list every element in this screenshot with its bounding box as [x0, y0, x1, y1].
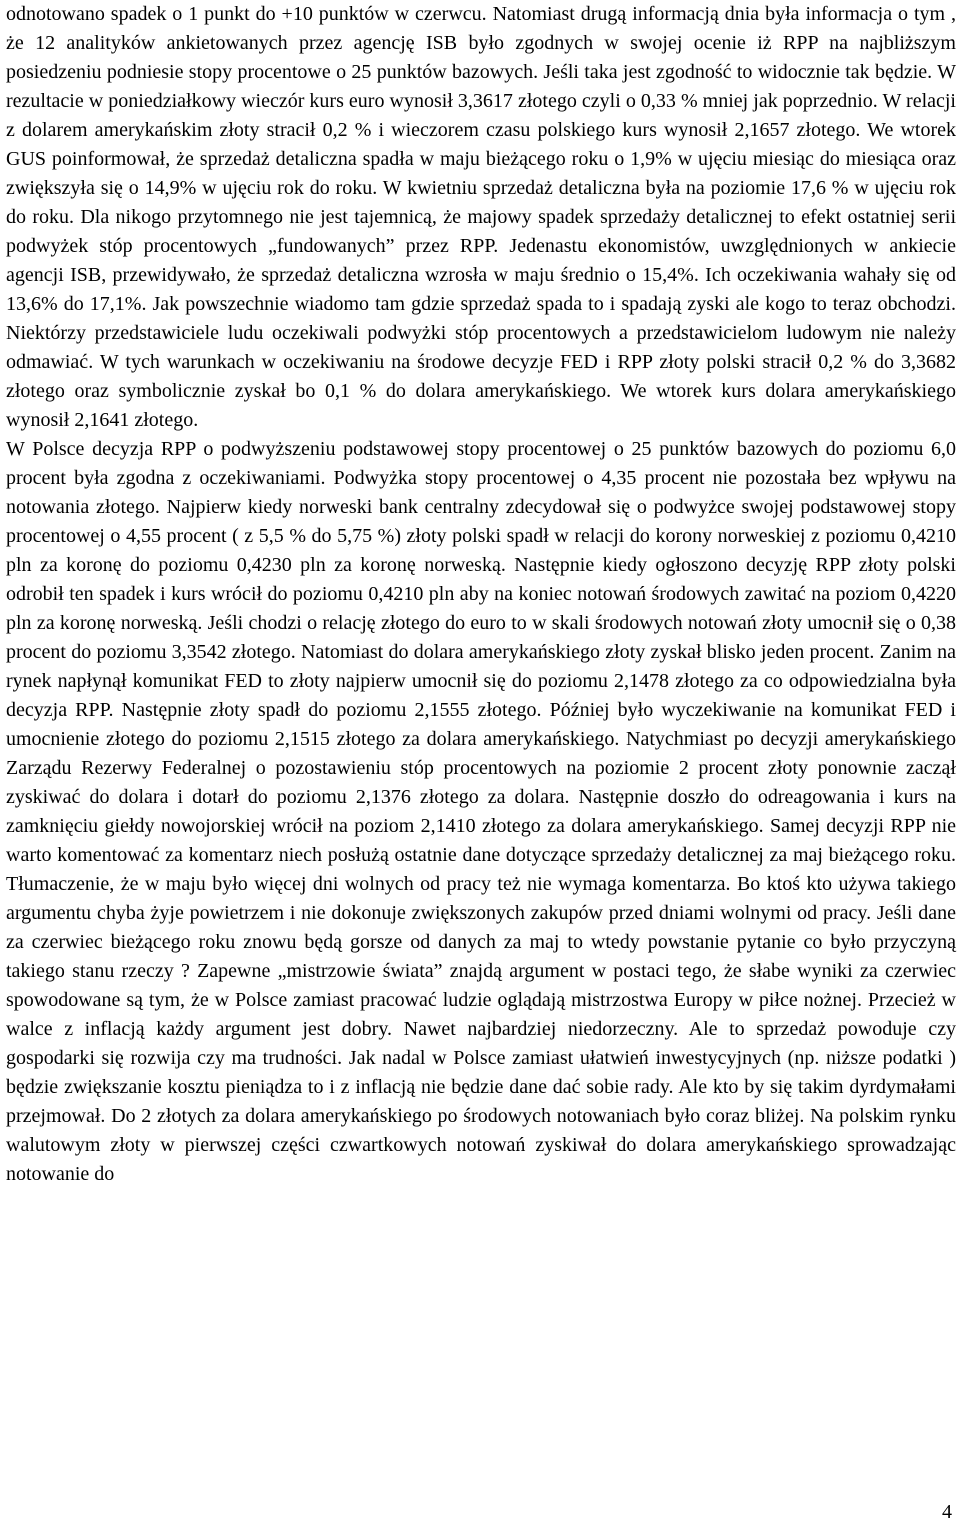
- paragraph-rpp-decision-currency: W Polsce decyzja RPP o podwyższeniu podstawowej stopy procentowej o 25 punktów bazowych do poziomu 6,0 procent była zgodna z oczekiwaniami. Podwyżka stopy procentowej o 4,35 procent nie pozostała bez wpływu na notowania złotego. Najpierw kiedy norweski bank centralny zdecydował się o podwyżce swojej podstawowej stopy procentowej o 4,55 procent ( z 5,5 % do 5,75 %) złoty polski spadł w relacji do korony norweskiej z poziomu 0,4210 pln za koronę do poziomu 0,4230 pln za koronę norweską. Następnie kiedy ogłoszono decyzję RPP złoty polski odrobił ten spadek i kurs wrócił do poziomu 0,4210 pln aby na koniec notowań środowych zawitać na poziom 0,4220 pln za koronę norweską. Jeśli chodzi o relację złotego do euro to w skali środowych notowań złoty umocnił się o 0,38 procent do poziomu 3,3542 złotego. Natomiast do dolara amerykańskiego złoty zyskał blisko jeden procent. Zanim na rynek napłynął komunikat FED to złoty najpierw umocnił się do poziomu 2,1478 złotego za co odpowiedzialna była decyzja RPP. Następnie złoty spadł do poziomu 2,1555 złotego. Później było wyczekiwanie na komunikat FED i umocnienie złotego do poziomu 2,1515 złotego za dolara amerykańskiego. Natychmiast po decyzji amerykańskiego Zarządu Rezerwy Federalnej o pozostawieniu stóp procentowych na poziomie 2 procent złoty ponownie zaczął zyskiwać do dolara i dotarł do poziomu 2,1376 złotego za dolara. Następnie doszło do odreagowania i kurs na zamknięciu giełdy nowojorskiej wrócił na poziom 2,1410 złotego za dolara amerykańskiego. Samej decyzji RPP nie warto komentować za komentarz niech posłużą ostatnie dane dotyczące sprzedaży detalicznej za maj bieżącego roku. Tłumaczenie, że w maju było więcej dni wolnych od pracy też nie wymaga komentarza. Bo ktoś kto używa takiego argumentu chyba żyje powietrzem i nie dokonuje zwiększonych zakupów przed dniami wolnymi od pracy. Jeśli dane za czerwiec bieżącego roku znowu będą gorsze od danych za maj to wtedy powstanie pytanie co było przyczyną takiego stanu rzeczy ? Zapewne „mistrzowie świata” znajdą argument w postaci tego, że słabe wyniki za czerwiec spowodowane są tym, że w Polsce zamiast pracować ludzie oglądają mistrzostwa Europy w piłce nożnej. Przecież w walce z inflacją każdy argument jest dobry. Nawet najbardziej niedorzeczny. Ale to sprzedaż powoduje czy gospodarki się rozwija czy ma trudności. Jak nadal w Polsce zamiast ułatwień inwestycyjnych (np. niższe podatki ) będzie zwiększanie kosztu pieniądza to i z inflacją nie będzie dane dać sobie rady. Ale kto by się takim dyrdymałami przejmował. Do 2 złotych za dolara amerykańskiego po środowych notowaniach było coraz bliżej. Na polskim rynku walutowym złoty w pierwszej części czwartkowych notowań zyskiwał do dolara amerykańskiego sprowadzając notowanie do: [6, 438, 956, 1185]
- document-page: [6, 0, 956, 1189]
- page-number: 4: [942, 1501, 952, 1523]
- paragraph-rpp-fed-expectations: odnotowano spadek o 1 punkt do +10 punktów w czerwcu. Natomiast drugą informacją dnia była informacja o tym , że 12 analityków ankietowanych przez agencję ISB było zgodnych w swojej ocenie iż RPP na najbliższym posiedzeniu podniesie stopy procentowe o 25 punktów bazowych. Jeśli taka jest zgodność to widocznie tak będzie. W rezultacie w poniedziałkowy wieczór kurs euro wynosił 3,3617 złotego czyli o 0,33 % mniej jak poprzednio. W relacji z dolarem amerykańskim złoty stracił 0,2 % i wieczorem czasu polskiego kurs wynosił 2,1657 złotego. We wtorek GUS poinformował, że sprzedaż detaliczna spadła w maju bieżącego roku o 1,9% w ujęciu miesiąc do miesiąca oraz zwiększyła się o 14,9% w ujęciu rok do roku. W kwietniu sprzedaż detaliczna była na poziomie 17,6 % w ujęciu rok do roku. Dla nikogo przytomnego nie jest tajemnicą, że majowy spadek sprzedaży detalicznej to efekt ostatniej serii podwyżek stóp procentowych „fundowanych” przez RPP. Jedenastu ekonomistów, uwzględnionych w ankiecie agencji ISB, przewidywało, że sprzedaż detaliczna wzrosła w maju średnio o 15,4%. Ich oczekiwania wahały się od 13,6% do 17,1%. Jak powszechnie wiadomo tam gdzie sprzedaż spada to i spadają zyski ale kogo to teraz obchodzi. Niektórzy przedstawiciele ludu oczekiwali podwyżki stóp procentowych a przedstawicielom ludowym nie należy odmawiać. W tych warunkach w oczekiwaniu na środowe decyzje FED i RPP złoty polski stracił 0,2 % do 3,3682 złotego oraz symbolicznie zyskał bo 0,1 % do dolara amerykańskiego. We wtorek kurs dolara amerykańskiego wynosił 2,1641 złotego.: [6, 3, 956, 431]
